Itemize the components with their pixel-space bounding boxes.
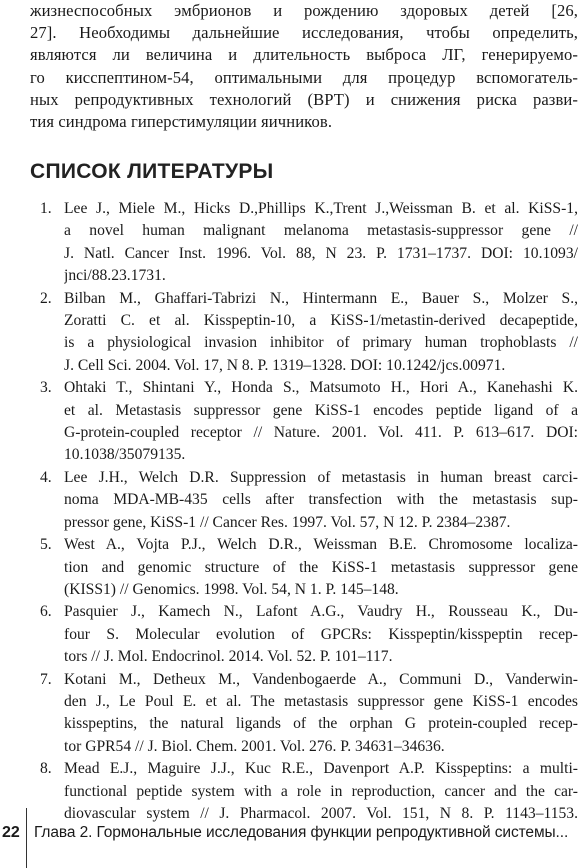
reference-line: Lee J., Miele M., Hicks D.,Phillips K.,Trent J.,Weissman B. et al. KiSS-1, <box>64 200 578 217</box>
reference-line: tor GPR54 // J. Biol. Chem. 2001. Vol. 276. P. 34631–34636. <box>64 737 445 755</box>
intro-line: ных репродуктивных технологий (ВРТ) и снижения риска разви- <box>30 89 578 109</box>
reference-line: Zoratti C. et al. Kisspeptin-10, a KiSS-1/metastin-derived decapeptide, <box>64 312 578 330</box>
reference-number: 6. <box>40 603 52 621</box>
reference-item <box>30 377 578 467</box>
reference-number: 7. <box>40 670 52 688</box>
reference-number: 2. <box>40 289 52 307</box>
reference-line: J. Natl. Cancer Inst. 1996. Vol. 88, N 23. P. 1731–1737. DOI: 10.1093/ <box>64 244 578 262</box>
reference-item <box>30 198 578 288</box>
reference-line: Mead E.J., Maguire J.J., Kuc R.E., Davenport A.P. Kisspeptins: a multi- <box>64 760 578 778</box>
reference-line: Pasquier J., Kamech N., Lafont A.G., Vaudry H., Rousseau K., Du- <box>64 603 578 621</box>
reference-line: et al. Metastasis suppressor gene KiSS-1 encodes peptide ligand of a <box>64 401 578 419</box>
reference-item <box>30 467 578 534</box>
page-footer <box>0 808 586 868</box>
reference-line: kisspeptins, the natural ligands of the orphan G protein-coupled recep- <box>64 715 578 733</box>
reference-number: 1. <box>40 200 52 217</box>
reference-line: J. Cell Sci. 2004. Vol. 17, N 8. P. 1319–1328. DOI: 10.1242/jcs.00971. <box>64 356 506 374</box>
reference-number: 4. <box>40 468 52 486</box>
reference-line: functional peptide system with a role in reproduction, cancer and the car- <box>64 782 578 800</box>
reference-line: diovascular system // J. Pharmacol. 2007. Vol. 151, N 8. P. 1143–1153. <box>64 804 578 822</box>
intro-line: являются ли величина и длительность выброса ЛГ, генерируемо- <box>30 45 578 65</box>
intro-line: го кисспептином-54, оптимальными для процедур вспомогатель- <box>30 67 578 87</box>
reference-line: West A., Vojta P.J., Welch D.R., Weissman B.E. Chromosome localiza- <box>64 536 578 554</box>
reference-line: den J., Le Poul E. et al. The metastasis suppressor gene KiSS-1 encodes <box>64 692 578 710</box>
footer-divider <box>26 808 27 868</box>
reference-line: Lee J.H., Welch D.R. Suppression of metastasis in human breast carci- <box>64 468 578 486</box>
reference-line: jnci/88.23.1731. <box>64 267 166 285</box>
reference-item <box>30 288 578 378</box>
intro-line: жизнеспособных эмбрионов и рождению здоровых детей [26, <box>30 1 578 20</box>
running-title: Глава 2. Гормональные исследования функции репродуктивной системы... <box>34 824 569 841</box>
reference-line: G-protein-coupled receptor // Nature. 2001. Vol. 411. P. 613–617. DOI: <box>64 424 578 442</box>
intro-paragraph <box>30 0 578 133</box>
reference-line: pressor gene, KiSS-1 // Cancer Res. 1997. Vol. 57, N 12. P. 2384–2387. <box>64 513 511 531</box>
section-heading: СПИСОК ЛИТЕРАТУРЫ <box>30 160 274 183</box>
reference-line: Kotani M., Detheux M., Vandenbogaerde A., Communi D., Vanderwin- <box>64 670 578 688</box>
reference-line: (KISS1) // Genomics. 1998. Vol. 54, N 1. P. 145–148. <box>64 580 399 598</box>
reference-item <box>30 669 578 759</box>
reference-line: a novel human malignant melanoma metastasis-suppressor gene // <box>64 222 578 240</box>
reference-line: Ohtaki T., Shintani Y., Honda S., Matsumoto H., Hori A., Kanehashi K. <box>64 379 578 397</box>
reference-line: four S. Molecular evolution of GPCRs: Kisspeptin/kisspeptin recep- <box>64 625 578 643</box>
intro-line: тия синдрома гиперстимуляции яичников. <box>30 112 333 132</box>
reference-line: noma MDA-MB-435 cells after transfection with the metastasis sup- <box>64 491 578 509</box>
reference-item <box>30 601 578 668</box>
reference-list <box>30 198 578 825</box>
reference-line: tion and genomic structure of the KiSS-1 metastasis suppressor gene <box>64 558 578 576</box>
reference-number: 3. <box>40 379 52 397</box>
reference-line: is a physiological invasion inhibitor of primary human trophoblasts // <box>64 334 578 352</box>
reference-line: tors // J. Mol. Endocrinol. 2014. Vol. 52. P. 101–117. <box>64 648 393 666</box>
intro-line: 27]. Необходимы дальнейшие исследования, чтобы определить, <box>30 23 578 43</box>
reference-number: 8. <box>40 760 52 778</box>
reference-number: 5. <box>40 536 52 554</box>
reference-line: Bilban M., Ghaffari-Tabrizi N., Hintermann E., Bauer S., Molzer S., <box>64 289 578 307</box>
reference-item <box>30 534 578 601</box>
reference-line: 10.1038/35079135. <box>64 446 186 464</box>
page-number: 22 <box>2 824 20 841</box>
